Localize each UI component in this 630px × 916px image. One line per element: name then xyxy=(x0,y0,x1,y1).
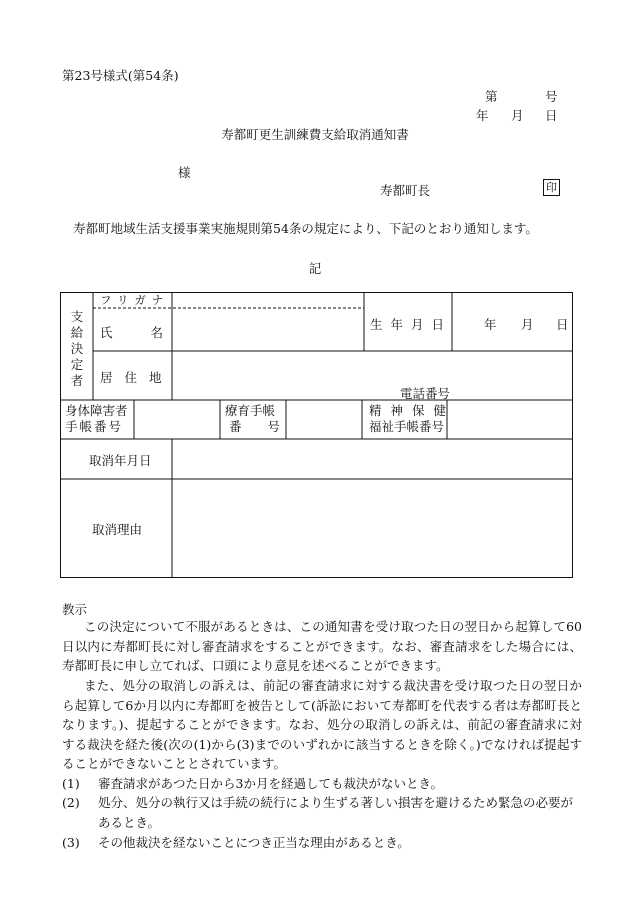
instructions-paragraph-2: また、処分の取消しの訴えは、前記の審査請求に対する裁決書を受け取つた日の翌日から起算して6か月以内に寿都町を被告として(訴訟において寿都町を代表する者は寿都町長となります。)、提起することができます。なお、処分の取消しの訴えは、前記の審査請求に対する裁決を経た後(次の(1)から(3)までのいずれかに該当するときを除く。)でなければ提起することができないこととされています。 xyxy=(62,678,582,771)
mental-handbook-line2: 福祉手帳番号 xyxy=(369,419,445,434)
document-title: 寿都町更生訓練費支給取消通知書 xyxy=(221,127,409,142)
form-number: 第23号様式(第54条) xyxy=(62,68,179,83)
instructions-heading: 教示 xyxy=(62,602,88,617)
ryoiku-handbook-line2: 番号 xyxy=(229,419,307,434)
recipient-label: 支給決定者 xyxy=(70,309,84,388)
physical-handbook-label xyxy=(65,403,128,435)
date-month-label: 月 xyxy=(511,108,524,123)
physical-handbook-line2: 手帳番号 xyxy=(65,419,124,434)
birthdate-day-label: 日 xyxy=(556,317,569,332)
seal-mark: 印 xyxy=(543,179,560,196)
issuer-name: 寿都町長 xyxy=(380,183,431,198)
number-prefix: 第 xyxy=(485,89,498,104)
cancel-date-label: 取消年月日 xyxy=(89,453,152,468)
item-text: 処分、処分の執行又は手続の続行により生ずる著しい損害を避けるため緊急の必要があるとき。 xyxy=(98,795,574,830)
birthdate-label: 生年月日 xyxy=(370,317,453,332)
birthdate-month-label: 月 xyxy=(521,317,534,332)
item-text: その他裁決を経ないことにつき正当な理由があるとき。 xyxy=(98,835,410,850)
physical-handbook-line1: 身体障害者 xyxy=(65,403,128,418)
ryoiku-handbook-line1: 療育手帳 xyxy=(225,403,276,418)
instruction-item-1 xyxy=(62,774,582,794)
phone-label: 電話番号 xyxy=(400,386,451,401)
name-label: 氏名 xyxy=(100,325,202,340)
mental-handbook-label xyxy=(369,403,455,435)
instruction-item-2 xyxy=(62,793,582,832)
details-table xyxy=(60,292,573,578)
date-year-label: 年 xyxy=(476,108,489,123)
ryoiku-handbook-label xyxy=(225,403,306,435)
instruction-item-3 xyxy=(62,833,582,853)
cancel-reason-label: 取消理由 xyxy=(92,522,143,537)
item-number: (2) xyxy=(62,795,80,810)
birthdate-year-label: 年 xyxy=(484,317,497,332)
date-day-label: 日 xyxy=(545,108,558,123)
addressee-honorific: 様 xyxy=(178,165,191,180)
address-label: 居住地 xyxy=(100,370,174,385)
item-number: (1) xyxy=(62,776,80,791)
notice-text: 寿都町地域生活支援事業実施規則第54条の規定により、下記のとおり通知します。 xyxy=(73,221,538,236)
mental-handbook-line1: 精神保健 xyxy=(369,403,456,418)
item-number: (3) xyxy=(62,835,80,850)
furigana-label: フリガナ xyxy=(100,293,170,307)
ki-heading: 記 xyxy=(308,261,322,276)
instructions-paragraph-1: この決定について不服があるときは、この通知書を受け取つた日の翌日から起算して60日以内に寿都町長に対し審査請求をすることができます。なお、審査請求をした場合には、寿都町長に申し立てれば、口頭により意見を述べることができます。 xyxy=(62,619,582,673)
number-suffix: 号 xyxy=(545,89,558,104)
item-text: 審査請求があつた日から3か月を経過しても裁決がないとき。 xyxy=(98,776,443,791)
